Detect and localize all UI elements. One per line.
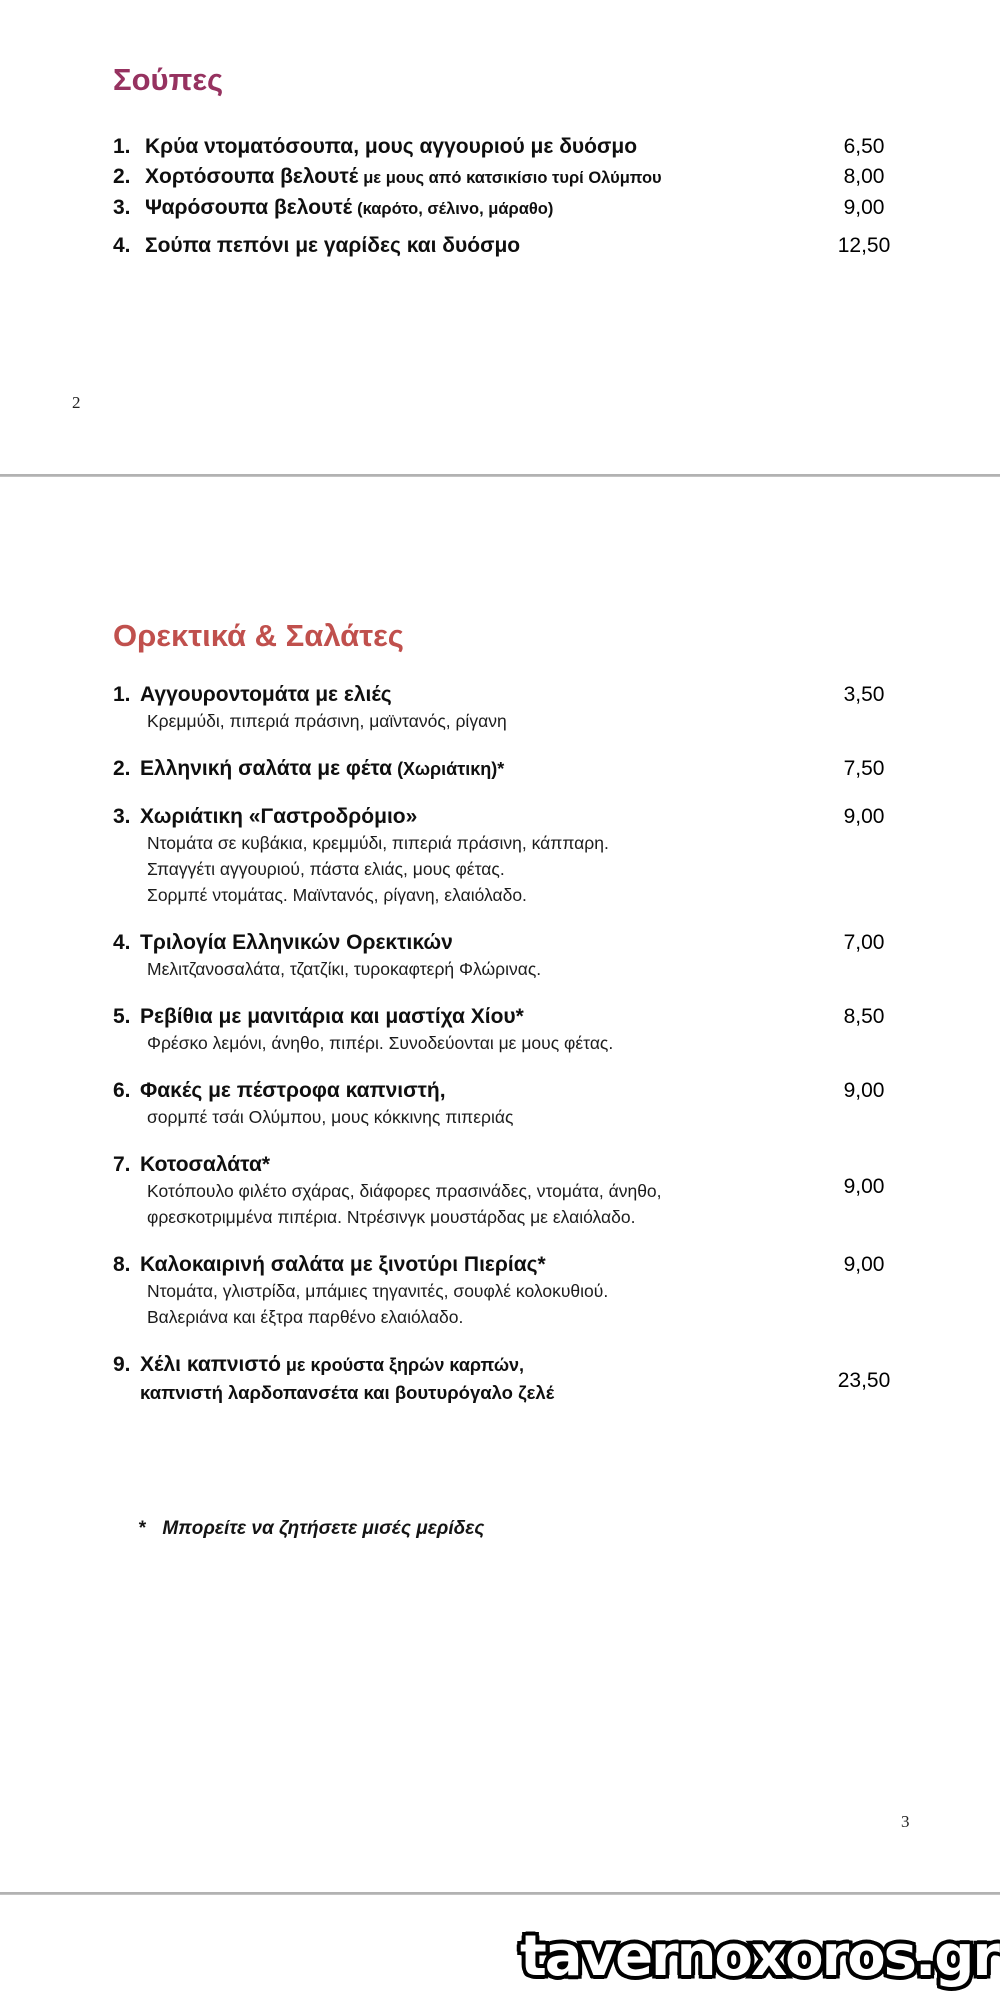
item-price: 12,50 bbox=[837, 234, 891, 257]
item-number: 6. bbox=[113, 1079, 131, 1102]
menu-item bbox=[113, 1152, 905, 1230]
item-number: 7. bbox=[113, 1153, 131, 1176]
item-desc: Σορμπέ ντομάτας. Μαϊντανός, ρίγανη, ελαιόλαδο. bbox=[147, 885, 527, 905]
item-number: 2. bbox=[113, 757, 131, 780]
soups-section-title: Σούπες bbox=[113, 62, 224, 97]
item-number: 2. bbox=[113, 165, 131, 188]
item-title: Φακές με πέστροφα καπνιστή, bbox=[140, 1079, 446, 1102]
menu-item bbox=[113, 231, 905, 261]
menu-item bbox=[113, 132, 905, 162]
item-title: Χορτόσουπα βελουτέ bbox=[145, 165, 359, 188]
item-desc: Κοτόπουλο φιλέτο σχάρας, διάφορες πρασινάδες, ντομάτα, άνηθο, bbox=[147, 1181, 662, 1201]
item-note: με κρούστα ξηρών καρπών, bbox=[285, 1355, 525, 1375]
item-desc: Μελιτζανοσαλάτα, τζατζίκι, τυροκαφτερή Φλώρινας. bbox=[147, 959, 542, 979]
page-divider bbox=[0, 474, 1000, 477]
menu-item bbox=[113, 756, 905, 782]
item-title: Καλοκαιρινή σαλάτα με ξινοτύρι Πιερίας* bbox=[140, 1253, 546, 1276]
item-price: 6,50 bbox=[843, 135, 885, 158]
menu-item bbox=[113, 1004, 905, 1056]
menu-item bbox=[113, 193, 905, 224]
menu-item bbox=[113, 804, 905, 908]
footnote-asterisk: * bbox=[138, 1518, 146, 1539]
menu-item bbox=[113, 162, 905, 193]
item-note: (Χωριάτικη)* bbox=[397, 759, 505, 779]
page-number: 3 bbox=[901, 1812, 910, 1831]
item-note: με μους από κατσικίσιο τυρί Ολύμπου bbox=[363, 169, 662, 187]
item-desc: Ντομάτα σε κυβάκια, κρεμμύδι, πιπεριά πράσινη, κάππαρη. bbox=[147, 833, 609, 853]
item-number: 4. bbox=[113, 234, 131, 257]
item-price: 8,50 bbox=[843, 1005, 885, 1028]
item-title: Ψαρόσουπα βελουτέ bbox=[145, 196, 353, 219]
item-price: 9,00 bbox=[843, 196, 885, 219]
item-title-line2: καπνιστή λαρδοπανσέτα και βουτυρόγαλο ζελέ bbox=[140, 1382, 555, 1403]
menu-item bbox=[113, 682, 905, 734]
menu-item bbox=[113, 930, 905, 982]
item-desc: φρεσκοτριμμένα πιπέρια. Ντρέσινγκ μουστάρδας με ελαιόλαδο. bbox=[147, 1207, 636, 1227]
item-number: 4. bbox=[113, 931, 131, 954]
appetizers-section-title: Ορεκτικά & Σαλάτες bbox=[113, 618, 404, 653]
item-desc: Βαλεριάνα και έξτρα παρθένο ελαιόλαδο. bbox=[147, 1307, 464, 1327]
item-price: 23,50 bbox=[837, 1369, 891, 1392]
tavernoxoros-watermark: tavernoxoros.gr bbox=[520, 1924, 998, 1989]
item-number: 3. bbox=[113, 805, 131, 828]
item-number: 9. bbox=[113, 1353, 131, 1376]
menu-item bbox=[113, 1352, 905, 1408]
item-title: Χωριάτικη «Γαστροδρόμιο» bbox=[140, 805, 418, 828]
item-title: Ελληνική σαλάτα με φέτα bbox=[140, 757, 393, 780]
item-price: 9,00 bbox=[843, 1253, 885, 1276]
item-price: 3,50 bbox=[843, 683, 885, 706]
item-price: 9,00 bbox=[843, 1079, 885, 1102]
soups-section bbox=[113, 60, 905, 261]
item-price: 9,00 bbox=[843, 1175, 885, 1198]
menu-item bbox=[113, 1252, 905, 1330]
item-number: 8. bbox=[113, 1253, 131, 1276]
menu-item bbox=[113, 1078, 905, 1130]
item-note: (καρότο, σέλινο, μάραθο) bbox=[357, 200, 554, 218]
item-desc: Ντομάτα, γλιστρίδα, μπάμιες τηγανιτές, σουφλέ κολοκυθιού. bbox=[147, 1281, 609, 1301]
item-price: 7,00 bbox=[843, 931, 885, 954]
item-title: Αγγουροντομάτα με ελιές bbox=[140, 683, 392, 706]
item-title: Σούπα πεπόνι με γαρίδες και δυόσμο bbox=[145, 234, 521, 257]
item-title: Ρεβίθια με μανιτάρια και μαστίχα Χίου* bbox=[140, 1005, 524, 1028]
item-desc: Σπαγγέτι αγγουριού, πάστα ελιάς, μους φέτας. bbox=[147, 859, 505, 879]
half-portions-footnote bbox=[138, 1518, 484, 1540]
page-number: 2 bbox=[72, 393, 81, 412]
item-desc: Κρεμμύδι, πιπεριά πράσινη, μαϊντανός, ρίγανη bbox=[147, 711, 507, 731]
item-number: 3. bbox=[113, 196, 131, 219]
item-number: 1. bbox=[113, 683, 131, 706]
item-number: 5. bbox=[113, 1005, 131, 1028]
item-desc: σορμπέ τσάι Ολύμπου, μους κόκκινης πιπεριάς bbox=[147, 1107, 514, 1127]
footnote-text: Μπορείτε να ζητήσετε μισές μερίδες bbox=[162, 1518, 485, 1539]
appetizers-section bbox=[113, 616, 905, 1430]
item-title: Κοτοσαλάτα* bbox=[140, 1153, 271, 1176]
item-price: 9,00 bbox=[843, 805, 885, 828]
item-desc: Φρέσκο λεμόνι, άνηθο, πιπέρι. Συνοδεύονται με μους φέτας. bbox=[147, 1033, 614, 1053]
item-title: Τριλογία Ελληνικών Ορεκτικών bbox=[140, 931, 453, 954]
item-title: Χέλι καπνιστό bbox=[140, 1353, 281, 1376]
item-number: 1. bbox=[113, 135, 131, 158]
item-price: 7,50 bbox=[843, 757, 885, 780]
item-price: 8,00 bbox=[843, 165, 885, 188]
item-title: Κρύα ντοματόσουπα, μους αγγουριού με δυόσμο bbox=[145, 135, 638, 158]
page-divider bbox=[0, 1892, 1000, 1895]
